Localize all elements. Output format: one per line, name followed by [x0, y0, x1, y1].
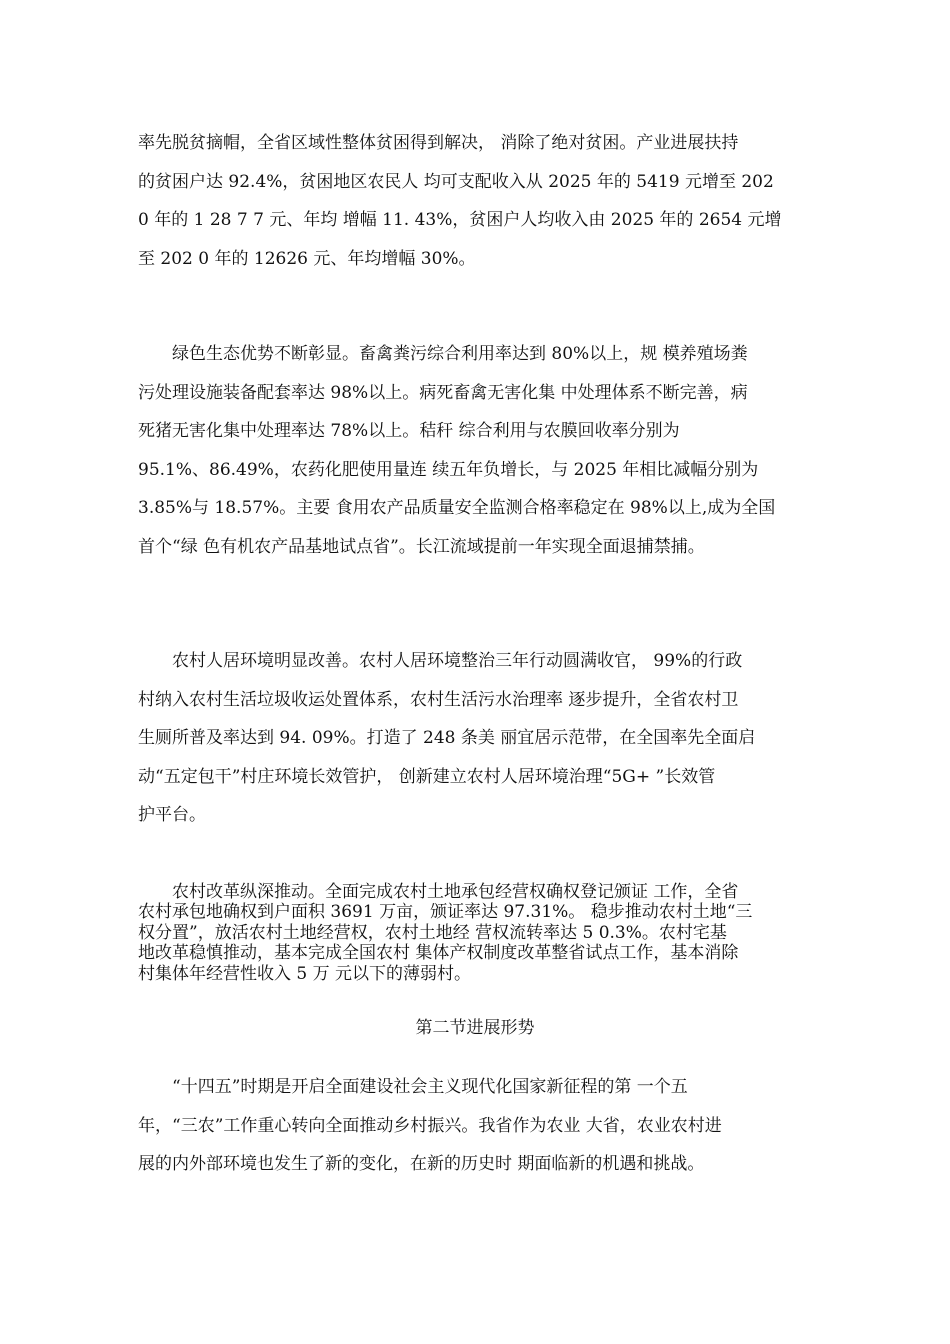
paragraph-living-environment: [138, 642, 822, 835]
text-line: 生厕所普及率达到 94. 09%。打造了 248 条美 丽宜居示范带，在全国率先全面启: [138, 728, 756, 749]
text-line: 至 202 0 年的 12626 元、年均增幅 30%。: [138, 248, 476, 269]
paragraph-fourteenth-five-year: [138, 1068, 822, 1184]
text-line: 地改革稳慎推动，基本完成全国农村 集体产权制度改革整省试点工作，基本消除: [138, 943, 739, 964]
paragraph-poverty: [138, 124, 822, 278]
text-line: 年，“三农”工作重心转向全面推动乡村振兴。我省作为农业 大省，农业农村进: [138, 1115, 722, 1136]
text-line: 95.1%、86.49%，农药化肥使用量连 续五年负增长，与 2025 年相比减幅分别为: [138, 459, 759, 480]
text-line: 死猪无害化集中处理率达 78%以上。秸秆 综合利用与农膜回收率分别为: [138, 421, 680, 442]
text-line: 农村改革纵深推动。全面完成农村土地承包经营权确权登记颁证 工作，全省: [172, 882, 739, 902]
text-line: 污处理设施装备配套率达 98%以上。病死畜禽无害化集 中处理体系不断完善，病: [138, 382, 748, 403]
text-line: 3.85%与 18.57%。主要 食用农产品质量安全监测合格率稳定在 98%以上,成为全国: [138, 498, 776, 519]
text-line: 绿色生态优势不断彰显。畜禽粪污综合利用率达到 80%以上，规 模养殖场粪: [172, 344, 748, 364]
text-line: 村纳入农村生活垃圾收运处置体系，农村生活污水治理率 逐步提升，全省农村卫: [138, 689, 739, 710]
text-line: 权分置”，放活农村土地经营权，农村土地经 营权流转率达 5 0.3%。农村宅基: [138, 922, 727, 943]
paragraph-green-ecology: [138, 335, 822, 567]
text-line: 护平台。: [138, 805, 206, 826]
text-line: 农村人居环境明显改善。农村人居环境整治三年行动圆满收官， 99%的行政: [172, 651, 743, 671]
paragraph-rural-reform: [138, 882, 822, 984]
text-line: 动“五定包干”村庄环境长效管护， 创新建立农村人居环境治理“5G+ ”长效管: [138, 766, 716, 787]
text-line: 率先脱贫摘帽，全省区域性整体贫困得到解决， 消除了绝对贫困。产业进展扶持: [138, 133, 739, 153]
text-line: 首个“绿 色有机农产品基地试点省”。长江流域提前一年实现全面退捕禁捕。: [138, 536, 705, 557]
text-line: 展的内外部环境也发生了新的变化，在新的历史时 期面临新的机遇和挑战。: [138, 1154, 705, 1175]
text-line: 的贫困户达 92.4%，贫困地区农民人 均可支配收入从 2025 年的 5419 元增至 202: [138, 171, 774, 192]
text-line: 0 年的 1 28 7 7 元、年均 增幅 11. 43%，贫困户人均收入由 2025 年的 2654 元增: [138, 210, 782, 231]
section-heading: 第二节进展形势: [415, 1018, 535, 1038]
text-line: 农村承包地确权到户面积 3691 万亩，颁证率达 97.31%。 稳步推动农村土地“三: [138, 902, 753, 923]
text-line: “十四五”时期是开启全面建设社会主义现代化国家新征程的第 一个五: [172, 1077, 688, 1097]
text-line: 村集体年经营性收入 5 万 元以下的薄弱村。: [138, 963, 472, 984]
